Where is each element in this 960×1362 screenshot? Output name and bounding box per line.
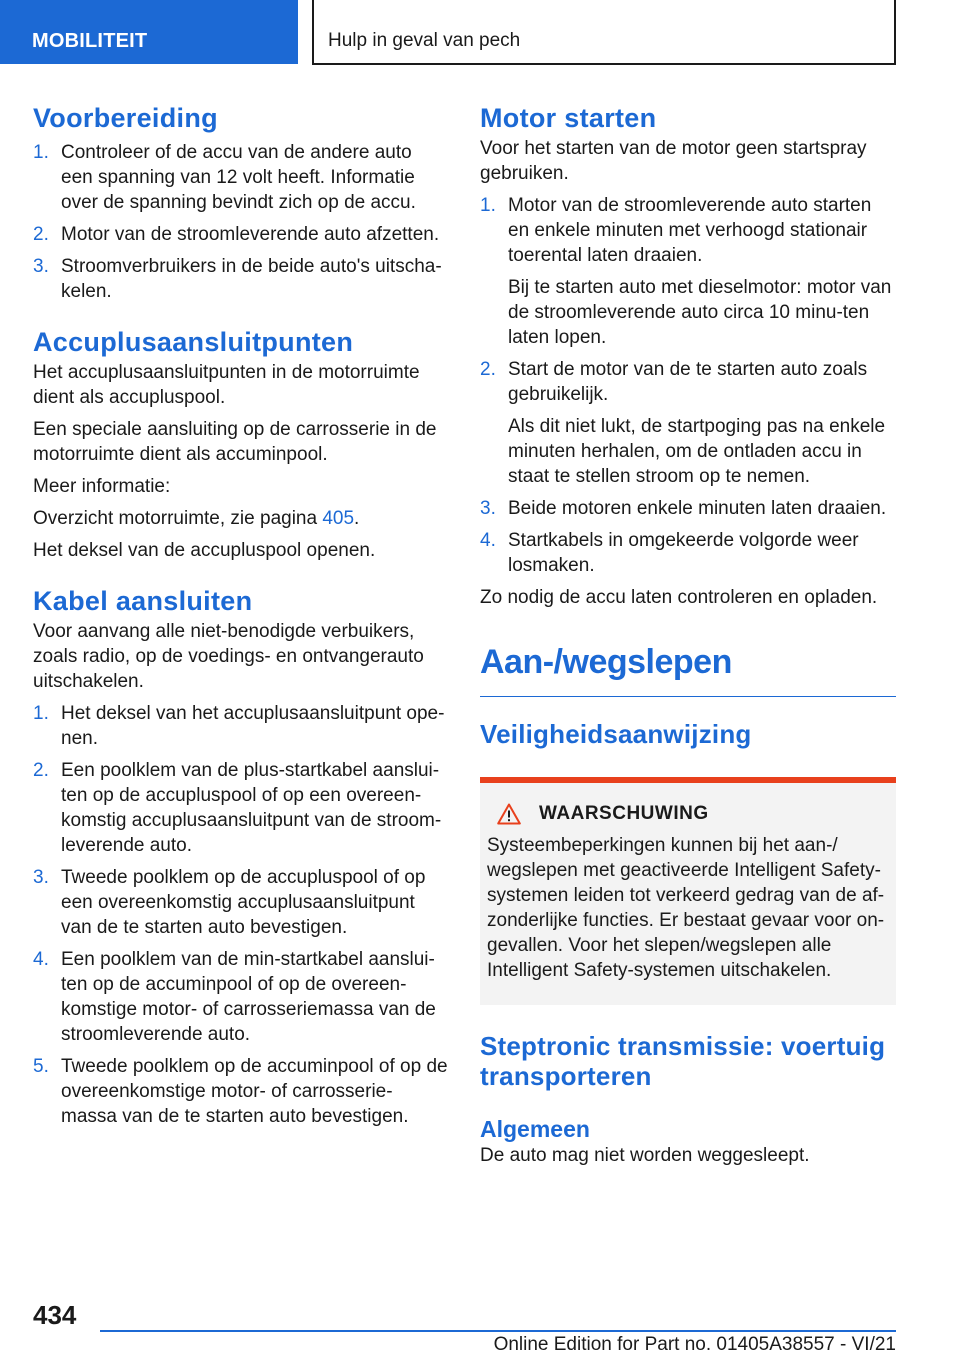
warning-text: Systeembeperkingen kunnen bij het aan-/ wegslepen met geactiveerde Intelligent Safety-systemen leiden tot verkeerd gedrag van de af‐zonderlijke functies. Er bestaat gevaar voor on‐gevallen. Voor het slepen/wegslepen alle Intelligent Safety-systemen uitschakelen. [487, 835, 885, 981]
paragraph: Het deksel van de accupluspool openen. [33, 540, 376, 561]
header-chapter-label: Hulp in geval van pech [328, 30, 521, 51]
cross-reference-end: . [354, 508, 360, 529]
step-number: 4. [480, 530, 496, 551]
list-item [33, 1054, 448, 1129]
header-section-label: MOBILITEIT [32, 30, 148, 52]
section-title-kabel: Kabel aansluiten [33, 586, 253, 616]
footer-edition: Online Edition for Part no. 01405A38557 - VI/21 [493, 1334, 896, 1355]
step-text: Start de motor van de te starten auto zoals gebruikelijk. [508, 359, 868, 405]
step-number: 2. [480, 359, 496, 380]
step-number: 3. [480, 498, 496, 519]
list-item [33, 865, 448, 940]
left-column [33, 100, 448, 1136]
section-title-accuplus: Accuplusaansluitpunten [33, 327, 354, 357]
list-item [33, 222, 448, 247]
list-item [33, 254, 448, 304]
step-text: Het deksel van het accuplusaansluitpunt ope‐nen. [61, 703, 445, 749]
cross-reference [33, 506, 448, 531]
list-item [33, 947, 448, 1047]
step-number: 4. [33, 949, 49, 970]
page-link[interactable]: 405 [322, 508, 355, 529]
step-subtext: Bij te starten auto met dieselmotor: motor van de stroomleverende auto circa 10 minu‐ten laten lopen. [508, 277, 892, 348]
warning-header [497, 803, 888, 825]
step-text: Controleer of de accu van de andere auto een spanning van 12 volt heeft. Informatie over de spanning bevindt zich op de accu. [61, 142, 416, 213]
paragraph: Een speciale aansluiting op de carrosserie in de motorruimte dient als accuminpool. [33, 419, 437, 465]
cross-reference-text: Overzicht motorruimte, zie pagina [33, 508, 323, 529]
paragraph: Voor aanvang alle niet-benodigde verbuikers, zoals radio, op de voedings- en ontvangerauto uitschakelen. [33, 621, 424, 692]
step-subtext: Als dit niet lukt, de startpoging pas na enkele minuten herhalen, om de ontladen accu in staat te stellen stroom op te nemen. [508, 416, 886, 487]
step-text: Een poolklem van de plus-startkabel aanslui‐ten op de accupluspool of op een overeen‐komstig accuplusaansluitpunt van de stroom‐leverende auto. [61, 760, 442, 856]
list-item [33, 140, 448, 215]
step-text: Tweede poolklem op de accuminpool of op de overeenkomstige motor- of carrosserie‐massa van de te starten auto bevestigen. [61, 1056, 448, 1127]
list-item [33, 758, 448, 858]
step-text: Stroomverbruikers in de beide auto's uitscha‐kelen. [61, 256, 442, 302]
step-text: Beide motoren enkele minuten laten draaien. [508, 498, 887, 519]
footer-divider [100, 1330, 896, 1332]
list-item [480, 496, 896, 521]
step-text: Startkabels in omgekeerde volgorde weer losmaken. [508, 530, 859, 576]
step-number: 2. [33, 760, 49, 781]
paragraph: Zo nodig de accu laten controleren en opladen. [480, 587, 878, 608]
header-chapter-box [312, 0, 896, 65]
step-number: 1. [33, 142, 49, 163]
paragraph: De auto mag niet worden weggesleept. [480, 1145, 810, 1166]
motor-steps [480, 193, 896, 578]
step-number: 5. [33, 1056, 49, 1077]
section-title-steptronic: Steptronic transmissie: voertuig transporteren [480, 1031, 886, 1091]
paragraph: Voor het starten van de motor geen startspray gebruiken. [480, 138, 867, 184]
step-text: Een poolklem van de min-startkabel aanslui‐ten op de accuminpool of op de overeen‐komstige motor- of carrosseriemassa van de stroomleverende auto. [61, 949, 436, 1045]
section-title-motor-starten: Motor starten [480, 103, 657, 133]
warning-box [480, 777, 896, 1005]
step-text: Tweede poolklem op de accupluspool of op een overeenkomstig accuplusaansluitpunt van de te starten auto bevestigen. [61, 867, 426, 938]
header-section-tab [0, 0, 298, 64]
step-number: 3. [33, 256, 49, 277]
step-text: Motor van de stroomleverende auto starten en enkele minuten met verhoogd stationair toerental laten draaien. [508, 195, 872, 266]
warning-title: WAARSCHUWING [539, 803, 709, 824]
step-text: Motor van de stroomleverende auto afzetten. [61, 224, 440, 245]
subsection-title-algemeen: Algemeen [480, 1116, 590, 1142]
page-number: 434 [33, 1300, 77, 1330]
voorbereiding-steps [33, 140, 448, 304]
chapter-title-wegslepen: Aan-/wegslepen [480, 640, 896, 697]
step-number: 2. [33, 224, 49, 245]
right-column [480, 100, 896, 1175]
warning-triangle-icon [497, 803, 521, 825]
paragraph: Meer informatie: [33, 476, 171, 497]
step-number: 1. [33, 703, 49, 724]
list-item [33, 701, 448, 751]
section-title-veiligheid: Veiligheidsaanwijzing [480, 719, 752, 749]
list-item [480, 357, 896, 489]
section-title-voorbereiding: Voorbereiding [33, 103, 218, 133]
list-item [480, 193, 896, 350]
list-item [480, 528, 896, 578]
step-number: 3. [33, 867, 49, 888]
kabel-steps [33, 701, 448, 1129]
step-number: 1. [480, 195, 496, 216]
paragraph: Het accuplusaansluitpunten in de motorruimte dient als accupluspool. [33, 362, 420, 408]
